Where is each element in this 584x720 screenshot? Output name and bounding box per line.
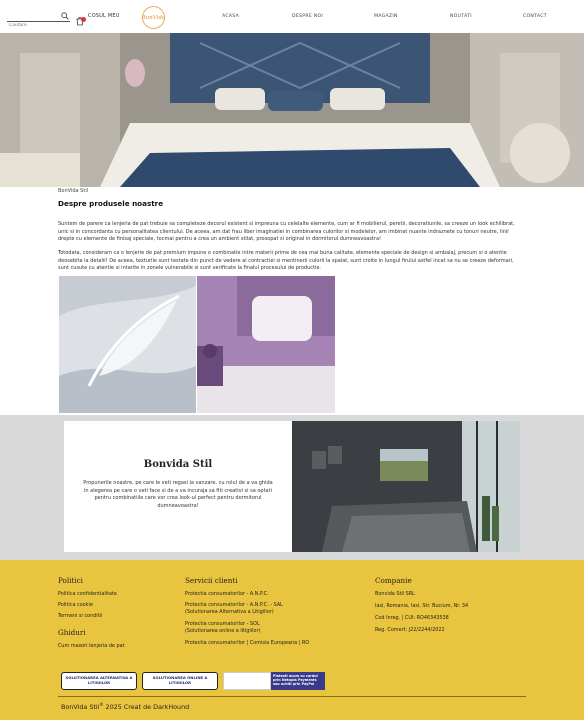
nav-despre-noi[interactable]: DESPRE NOI bbox=[292, 14, 324, 19]
sol-badge[interactable] bbox=[142, 672, 218, 690]
search-box[interactable] bbox=[7, 11, 70, 22]
purple-bedroom-image bbox=[197, 276, 335, 413]
copyright-registered: ® bbox=[99, 702, 104, 707]
footer-link-confidentialitate[interactable]: Politica confidentialitate bbox=[58, 591, 117, 597]
footer-heading-companie: Companie bbox=[375, 576, 412, 585]
site-header bbox=[0, 0, 584, 33]
anpc-sal-badge[interactable] bbox=[61, 672, 137, 690]
payment-badge[interactable] bbox=[223, 672, 325, 690]
footer-link-sol-sub[interactable]: (Solutionarea online a litigiilor) bbox=[185, 628, 261, 634]
search-input[interactable] bbox=[7, 21, 59, 31]
copyright-brand: BonVida Stil bbox=[61, 703, 100, 712]
cart-button[interactable] bbox=[75, 11, 120, 21]
footer-link-sol[interactable]: Protectia consumatorilor - SOL bbox=[185, 621, 260, 627]
footer-link-anpc[interactable]: Protectia consumatorilor - A.N.P.C. bbox=[185, 591, 269, 597]
footer-link-anpc-sal[interactable]: Protectia consumatorilor - A.N.P.C. - SAL bbox=[185, 602, 283, 608]
cart-count-badge bbox=[81, 17, 86, 22]
cart-label[interactable]: COSUL MEU bbox=[88, 13, 120, 19]
footer-link-termeni[interactable]: Termeni si conditii bbox=[58, 613, 103, 619]
copyright bbox=[61, 702, 189, 711]
footer-divider bbox=[58, 696, 526, 697]
promo-text: Propunerile noastre, pe care le veti regasi la vanzare, cu rolul de a va ghida in alegerea pe care o veti face si de a va incuraja sa fiti creativi si sa optati pentru combinatiile care vor crea look-ul perfect pentru dormitorul dumneavoastra! bbox=[83, 480, 273, 509]
anpc-sal-badge-text: SOLUTIONAREA ALTERNATIVA A LITIGIILOR bbox=[65, 675, 133, 685]
copyright-text: 2025 Creat de DarkHound bbox=[103, 703, 190, 712]
footer-link-anpc-sal-sub[interactable]: (Solutionarea Alternativa a Litigiilor) bbox=[185, 609, 274, 615]
nav-acasa[interactable]: ACASA bbox=[222, 14, 240, 19]
page-title: Despre produsele noastre bbox=[58, 199, 164, 208]
sol-badge-text: SOLUTIONAREA ONLINE A LITIGIILOR bbox=[152, 675, 208, 685]
footer-heading-politici: Politici bbox=[58, 576, 83, 585]
footer-link-masori[interactable]: Cum masori lenjeria de pat bbox=[58, 643, 125, 649]
logo-text: BonVida bbox=[141, 14, 166, 21]
cart-icon[interactable] bbox=[75, 11, 85, 21]
footer-link-cookie[interactable]: Politica cookie bbox=[58, 602, 93, 608]
footer-heading-ghiduri: Ghiduri bbox=[58, 628, 86, 637]
company-address: Iasi, Romania, Iasi, Str. Bucium, Nr. 34 bbox=[375, 603, 469, 609]
footer-heading-servicii: Servicii clienti bbox=[185, 576, 238, 585]
payment-logos bbox=[223, 672, 271, 690]
company-reg: Reg. Comert: J22/2244/2022 bbox=[375, 627, 445, 633]
nav-magazin[interactable]: MAGAZIN bbox=[374, 14, 398, 19]
about-paragraph-2: Totodata, consideram ca o lenjerie de pat premium impune o combinatie intre materii prime de cea mai buna calitate, elemente speciale de design si ambalaj, precum si o atentie deosebita la detalii! De aceea, texturile sunt testate din punct de vedere al contractiei si mentinerii culorii la spalat, sunt croite in lungul firului astfel incat sa nu se creeze deformari, sunt cusute cu atentie si intarite in zonele vulnerabile si sunt verificate la finalul procesului de productie. bbox=[58, 250, 514, 271]
nav-contact[interactable]: CONTACT bbox=[523, 14, 547, 19]
dark-bedroom-image bbox=[292, 421, 520, 552]
hero-bedroom-image bbox=[0, 33, 584, 187]
company-cui: Cod Inreg. | CUI: RO46343538 bbox=[375, 615, 449, 621]
feather-pillow-image bbox=[59, 276, 196, 413]
site-logo[interactable] bbox=[142, 6, 165, 29]
promo-card bbox=[64, 421, 292, 552]
payment-info-text: Platesti acum cu cardul prin Netopia Payments sau achiti prin PayPal bbox=[273, 674, 318, 686]
footer-link-comisia[interactable]: Protectia consumatorilor | Comisia Europeana | RO bbox=[185, 640, 310, 646]
paypal-netopia-logo-icon bbox=[224, 673, 270, 677]
about-paragraph-1: Suntem de parere ca lenjeria de pat trebuie sa completeze decorul existent si impreuna cu celelalte elemente, cum ar fi mobilierul, peretii, decoratiunile, sa creeze un look echilibrat, unic si in concordanta cu personalitatea clientului. De aceea, am dat frau liber imaginatiei in combinarea culorilor si modelelor, am imbinat nuante indraznete cu tonuri neutre, linii drepte cu elemente de finisaj speciale, tocmai pentru a crea un ambient stilat, prosopat si original in dormitorul dumneavoastra! bbox=[58, 221, 515, 242]
promo-title: Bonvida Stil bbox=[143, 459, 213, 470]
payment-info bbox=[271, 672, 325, 690]
company-name: Bonvida Stil SRL bbox=[375, 591, 415, 597]
nav-noutati[interactable]: NOUTATI bbox=[450, 14, 472, 19]
search-icon[interactable] bbox=[61, 12, 69, 20]
breadcrumb[interactable]: BonVida Stil bbox=[58, 188, 89, 194]
